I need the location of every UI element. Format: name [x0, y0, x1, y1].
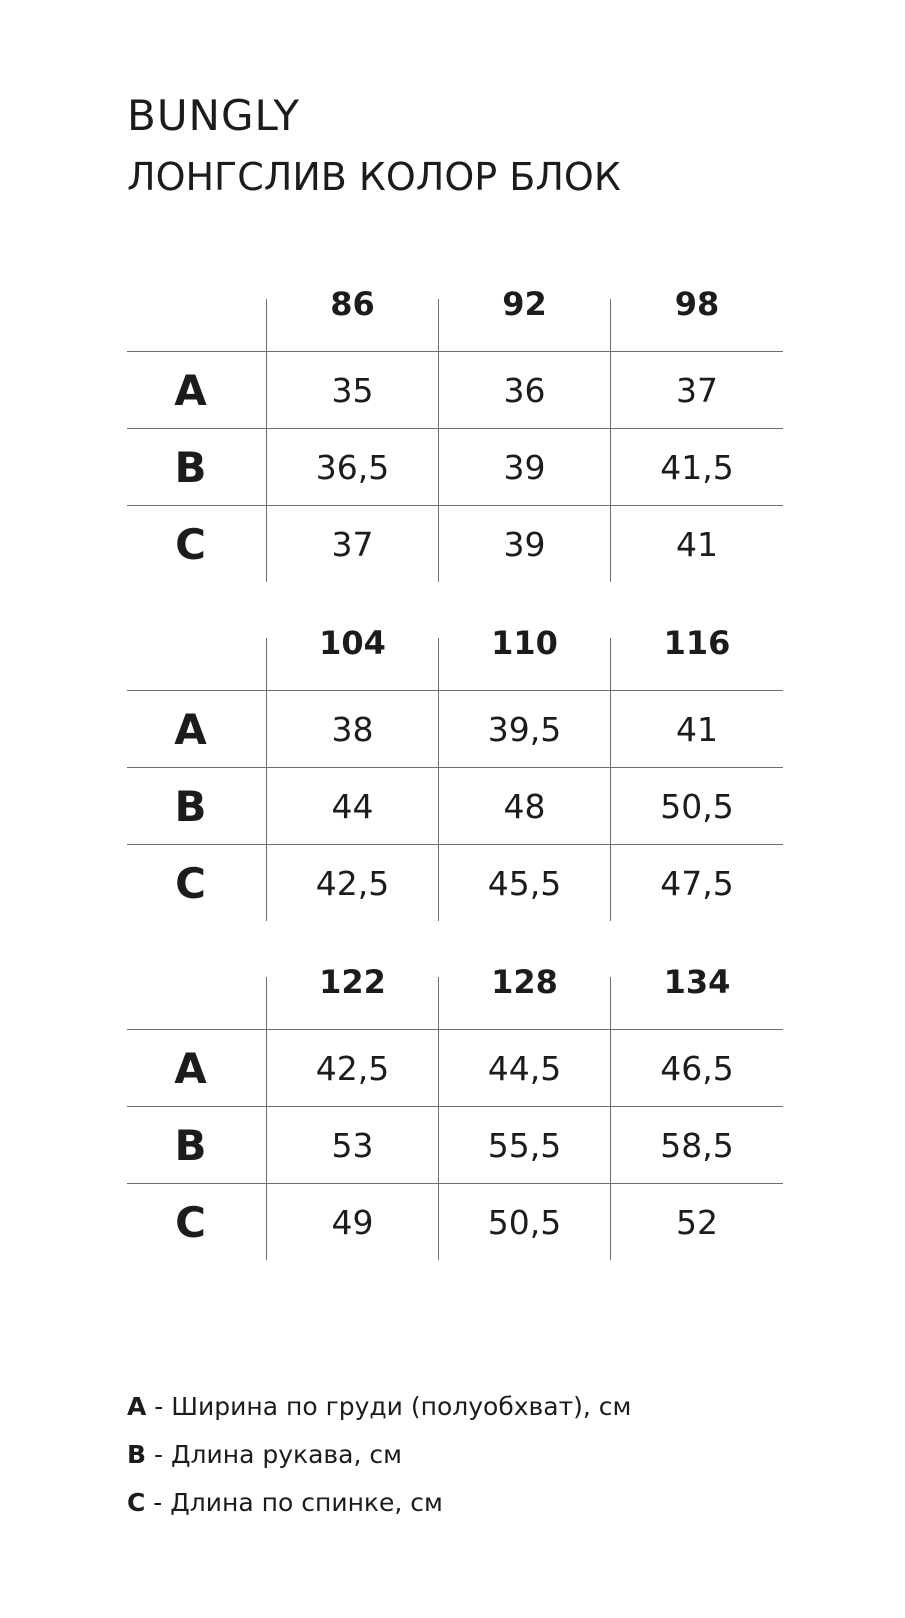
size-header-cell: 98 — [610, 299, 783, 351]
size-table-1 — [127, 285, 783, 582]
table-row — [127, 1106, 783, 1183]
value-cell: 49 — [266, 1184, 438, 1260]
value-cell: 44,5 — [438, 1030, 610, 1106]
table-row — [127, 428, 783, 505]
value-cell: 46,5 — [610, 1030, 783, 1106]
legend-item-b — [127, 1431, 631, 1479]
table-row — [127, 844, 783, 921]
row-label: A — [174, 704, 207, 754]
value-cell: 55,5 — [438, 1107, 610, 1183]
row-label: B — [174, 442, 207, 492]
value-cell: 39 — [438, 429, 610, 505]
size-header-row — [127, 624, 783, 690]
legend-item-a — [127, 1383, 631, 1431]
row-label: C — [175, 1197, 206, 1247]
size-header-cell: 110 — [438, 638, 610, 690]
size-header-cell: 104 — [266, 638, 438, 690]
size-header-cell: 134 — [610, 977, 783, 1029]
value-cell: 35 — [266, 352, 438, 428]
brand-name: BUNGLY — [127, 91, 300, 140]
legend-item-c — [127, 1479, 631, 1527]
size-header-cell: 116 — [610, 638, 783, 690]
table-row — [127, 767, 783, 844]
row-label: C — [175, 858, 206, 908]
value-cell: 41,5 — [610, 429, 783, 505]
value-cell: 39 — [438, 506, 610, 582]
table-row — [127, 690, 783, 767]
table-row — [127, 1183, 783, 1260]
table-row — [127, 505, 783, 582]
value-cell: 41 — [610, 506, 783, 582]
value-cell: 39,5 — [438, 691, 610, 767]
legend-text: - Длина рукава, см — [146, 1440, 402, 1469]
measurement-legend — [127, 1383, 631, 1527]
value-cell: 37 — [610, 352, 783, 428]
size-header-cell: 122 — [266, 977, 438, 1029]
row-label: B — [174, 781, 207, 831]
size-table-3 — [127, 963, 783, 1260]
legend-letter: C — [127, 1488, 146, 1517]
row-label: A — [174, 1043, 207, 1093]
value-cell: 41 — [610, 691, 783, 767]
size-header-cell: 86 — [266, 299, 438, 351]
value-cell: 53 — [266, 1107, 438, 1183]
row-label: A — [174, 365, 207, 415]
legend-letter: B — [127, 1440, 147, 1469]
value-cell: 48 — [438, 768, 610, 844]
table-row — [127, 1029, 783, 1106]
size-table-2 — [127, 624, 783, 921]
value-cell: 37 — [266, 506, 438, 582]
row-label: C — [175, 519, 206, 569]
value-cell: 45,5 — [438, 845, 610, 921]
value-cell: 42,5 — [266, 845, 438, 921]
value-cell: 47,5 — [610, 845, 783, 921]
value-cell: 42,5 — [266, 1030, 438, 1106]
legend-text: - Ширина по груди (полуобхват), см — [146, 1392, 632, 1421]
value-cell: 52 — [610, 1184, 783, 1260]
size-header-row — [127, 285, 783, 351]
legend-text: - Длина по спинке, см — [145, 1488, 443, 1517]
value-cell: 58,5 — [610, 1107, 783, 1183]
value-cell: 38 — [266, 691, 438, 767]
value-cell: 44 — [266, 768, 438, 844]
value-cell: 50,5 — [438, 1184, 610, 1260]
row-label: B — [174, 1120, 207, 1170]
value-cell: 36 — [438, 352, 610, 428]
value-cell: 36,5 — [266, 429, 438, 505]
value-cell: 50,5 — [610, 768, 783, 844]
product-title: ЛОНГСЛИВ КОЛОР БЛОК — [127, 155, 621, 199]
size-header-cell: 92 — [438, 299, 610, 351]
table-row — [127, 351, 783, 428]
legend-letter: A — [127, 1392, 147, 1421]
size-header-row — [127, 963, 783, 1029]
size-header-cell: 128 — [438, 977, 610, 1029]
